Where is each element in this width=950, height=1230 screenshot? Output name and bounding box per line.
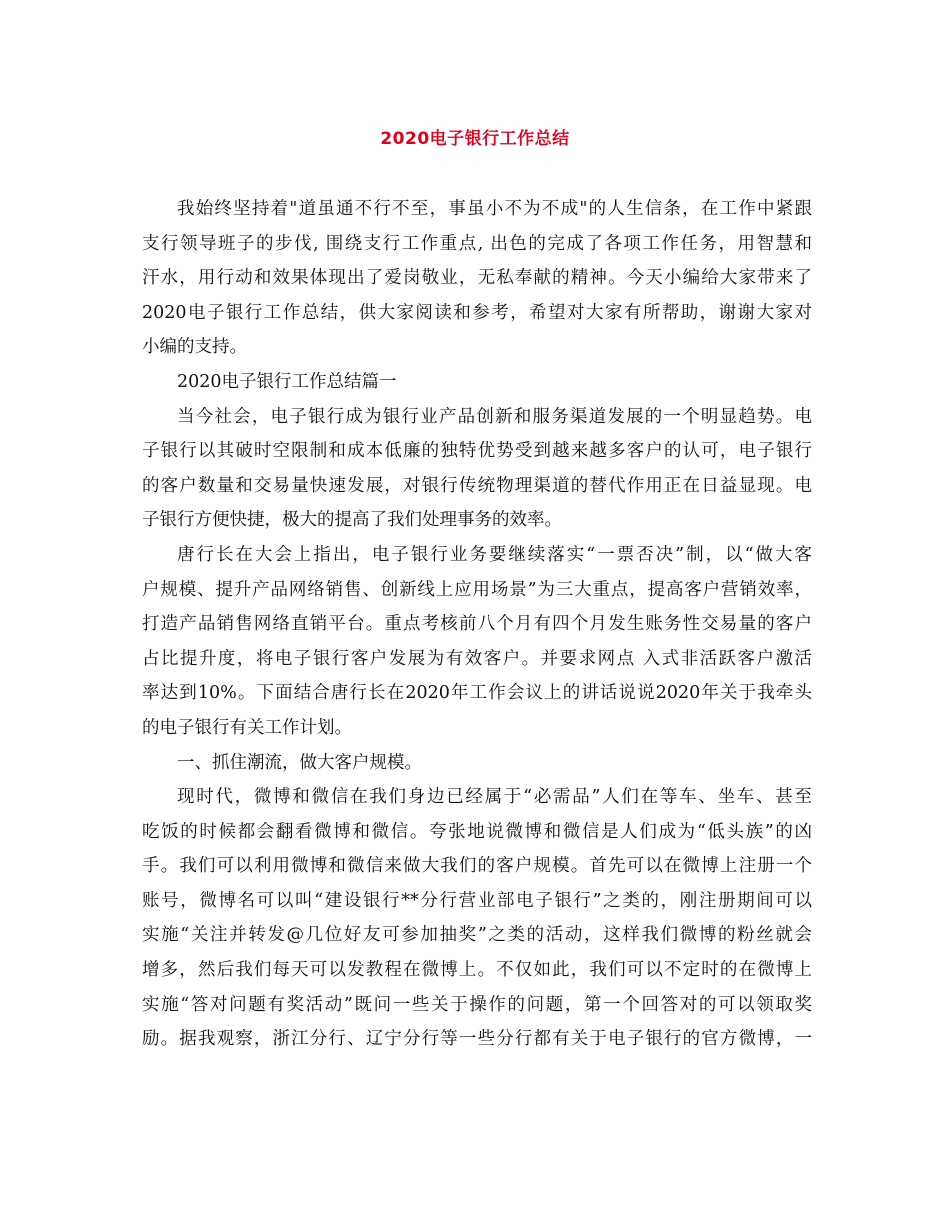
body-text-line: 账号，微博名可以叫“建设银行**分行营业部电子银行”之类的，刚注册期间可以: [142, 890, 812, 911]
body-text-line: 手。我们可以利用微博和微信来做大我们的客户规模。首先可以在微博上注册一个: [142, 856, 812, 877]
body-text-line: 唐行长在大会上指出，电子银行业务要继续落实“一票否决”制，以“做大客: [177, 544, 812, 565]
body-text-line: 汗水，用行动和效果体现出了爱岗敬业，无私奉献的精神。今天小编给大家带来了: [142, 268, 812, 289]
body-text-line: 户规模、提升产品网络销售、创新线上应用场景”为三大重点，提高客户营销效率，: [142, 579, 812, 600]
body-text-line: 占比提升度，将电子银行客户发展为有效客户。并要求网点 入式非活跃客户激活: [142, 648, 812, 669]
body-text-line: 实施“答对问题有奖活动”既问一些关于操作的问题，第一个回答对的可以领取奖: [142, 994, 812, 1015]
body-text-line: 的客户数量和交易量快速发展，对银行传统物理渠道的替代作用正在日益显现。电: [142, 475, 812, 496]
body-text-line: 小编的支持。: [142, 337, 247, 358]
body-text-line: 增多，然后我们每天可以发教程在微博上。不仅如此，我们可以不定时的在微博上: [142, 960, 812, 981]
document-body: [142, 192, 812, 1057]
body-text-line: 2020电子银行工作总结，供大家阅读和参考，希望对大家有所帮助，谢谢大家对: [142, 302, 812, 323]
body-text-line: 打造产品销售网络直销平台。重点考核前八个月有四个月发生账务性交易量的客户: [142, 614, 812, 635]
body-text-line: 吃饭的时候都会翻看微博和微信。夸张地说微博和微信是人们成为“低头族”的凶: [142, 821, 812, 842]
body-text-line: 子银行方便快捷，极大的提高了我们处理事务的效率。: [142, 510, 562, 531]
body-text-line: 率达到10%。下面结合唐行长在2020年工作会议上的讲话说说2020年关于我牵头: [142, 683, 812, 704]
body-text-line: 励。据我观察，浙江分行、辽宁分行等一些分行都有关于电子银行的官方微博，一: [142, 1029, 812, 1050]
body-text-line: 实施“关注并转发@几位好友可参加抽奖”之类的活动，这样我们微博的粉丝就会: [142, 925, 812, 946]
body-text-line: 子银行以其破时空限制和成本低廉的独特优势受到越来越多客户的认可，电子银行: [142, 441, 812, 462]
body-text-line: 我始终坚持着"道虽通不行不至，事虽小不为不成"的人生信条，在工作中紧跟: [177, 199, 812, 219]
body-text-line: 当今社会，电子银行成为银行业产品创新和服务渠道发展的一个明显趋势。电: [177, 406, 812, 427]
body-text-line: 一、抓住潮流，做大客户规模。: [177, 752, 422, 773]
body-text-line: 2020电子银行工作总结篇一: [177, 371, 397, 392]
body-text-line: 现时代，微博和微信在我们身边已经属于“必需品”人们在等车、坐车、甚至: [177, 787, 812, 808]
body-text-line: 支行领导班子的步伐, 围绕支行工作重点, 出色的完成了各项工作任务，用智慧和: [142, 233, 812, 254]
document-title: 2020电子银行工作总结: [380, 129, 570, 149]
body-text-line: 的电子银行有关工作计划。: [142, 717, 352, 738]
